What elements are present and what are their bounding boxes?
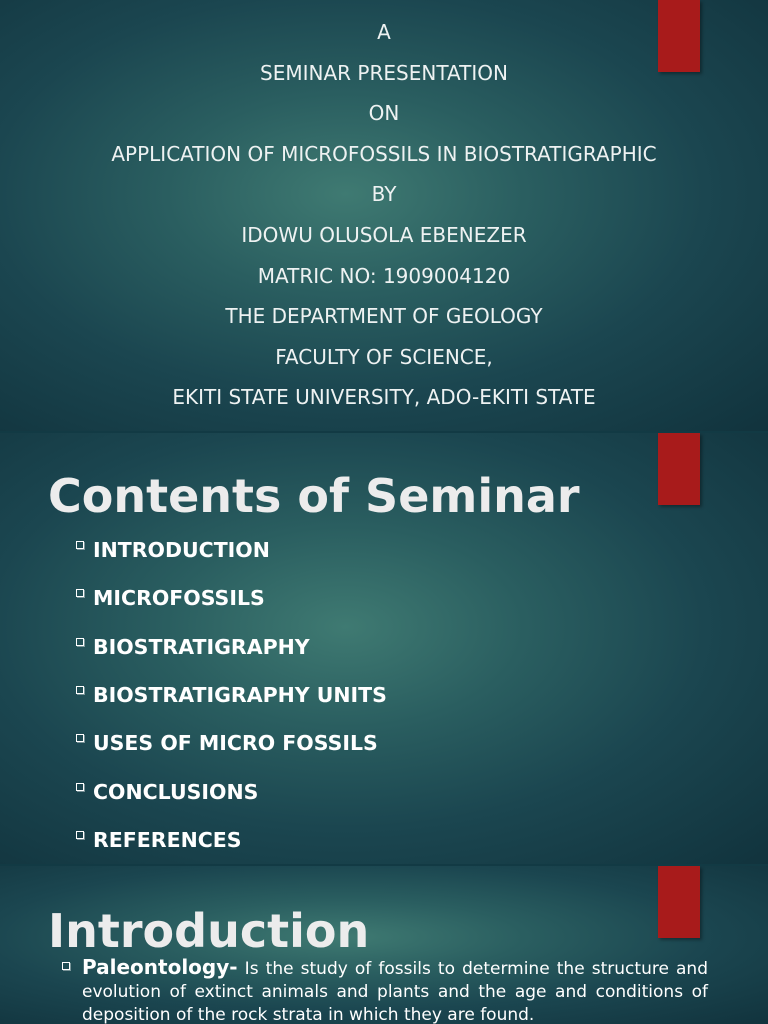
square-bullet-icon: [76, 589, 84, 597]
square-bullet-icon: [76, 831, 84, 839]
list-item-label: BIOSTRATIGRAPHY UNITS: [93, 683, 387, 708]
list-item: [76, 816, 387, 864]
title-line: A: [377, 20, 391, 44]
author-name: IDOWU OLUSOLA EBENEZER: [241, 222, 527, 247]
square-bullet-icon: [76, 686, 84, 694]
title-block: [0, 12, 768, 418]
title-line: ON: [368, 101, 400, 126]
accent-bar: [658, 433, 700, 505]
list-item-label: BIOSTRATIGRAPHY: [93, 634, 310, 659]
accent-bar: [658, 866, 700, 938]
introduction-slide: [0, 866, 768, 1024]
title-slide: [0, 0, 768, 431]
list-item: [76, 574, 387, 622]
intro-paragraph: [62, 956, 708, 1024]
list-item-label: REFERENCES: [93, 827, 242, 852]
list-item-label: MICROFOSSILS: [93, 586, 265, 611]
list-item: [76, 526, 387, 574]
matric-number: MATRIC NO: 1909004120: [257, 263, 511, 288]
slide-heading: Contents of Seminar: [48, 469, 580, 523]
list-item-label: INTRODUCTION: [93, 538, 270, 563]
university: EKITI STATE UNIVERSITY, ADO-EKITI STATE: [172, 385, 596, 410]
square-bullet-icon: [76, 541, 84, 549]
list-item: [76, 767, 387, 815]
paragraph-text: [62, 956, 708, 1024]
title-line: APPLICATION OF MICROFOSSILS IN BIOSTRATIGRAPHIC: [111, 141, 657, 166]
faculty: FACULTY OF SCIENCE,: [275, 344, 493, 369]
square-bullet-icon: [76, 638, 84, 646]
list-item: [76, 671, 387, 719]
square-bullet-icon: [62, 962, 70, 970]
title-line: BY: [371, 182, 397, 207]
list-item: [76, 719, 387, 767]
square-bullet-icon: [76, 783, 84, 791]
paleontology-term: Paleontology-: [82, 955, 238, 979]
list-item-label: USES OF MICRO FOSSILS: [93, 731, 378, 756]
paleontology-definition: Is the study of fossils to determine the structure and evolution of extinct animals and plants and the age and conditions of deposition of the rock strata in which they are found.: [82, 959, 708, 1024]
title-line: SEMINAR PRESENTATION: [260, 60, 508, 85]
contents-slide: [0, 433, 768, 864]
square-bullet-icon: [76, 734, 84, 742]
list-item-label: CONCLUSIONS: [93, 779, 259, 804]
list-item: [76, 623, 387, 671]
department: THE DEPARTMENT OF GEOLOGY: [225, 304, 543, 329]
slide-heading: Introduction: [48, 904, 370, 958]
contents-list: [76, 526, 387, 864]
